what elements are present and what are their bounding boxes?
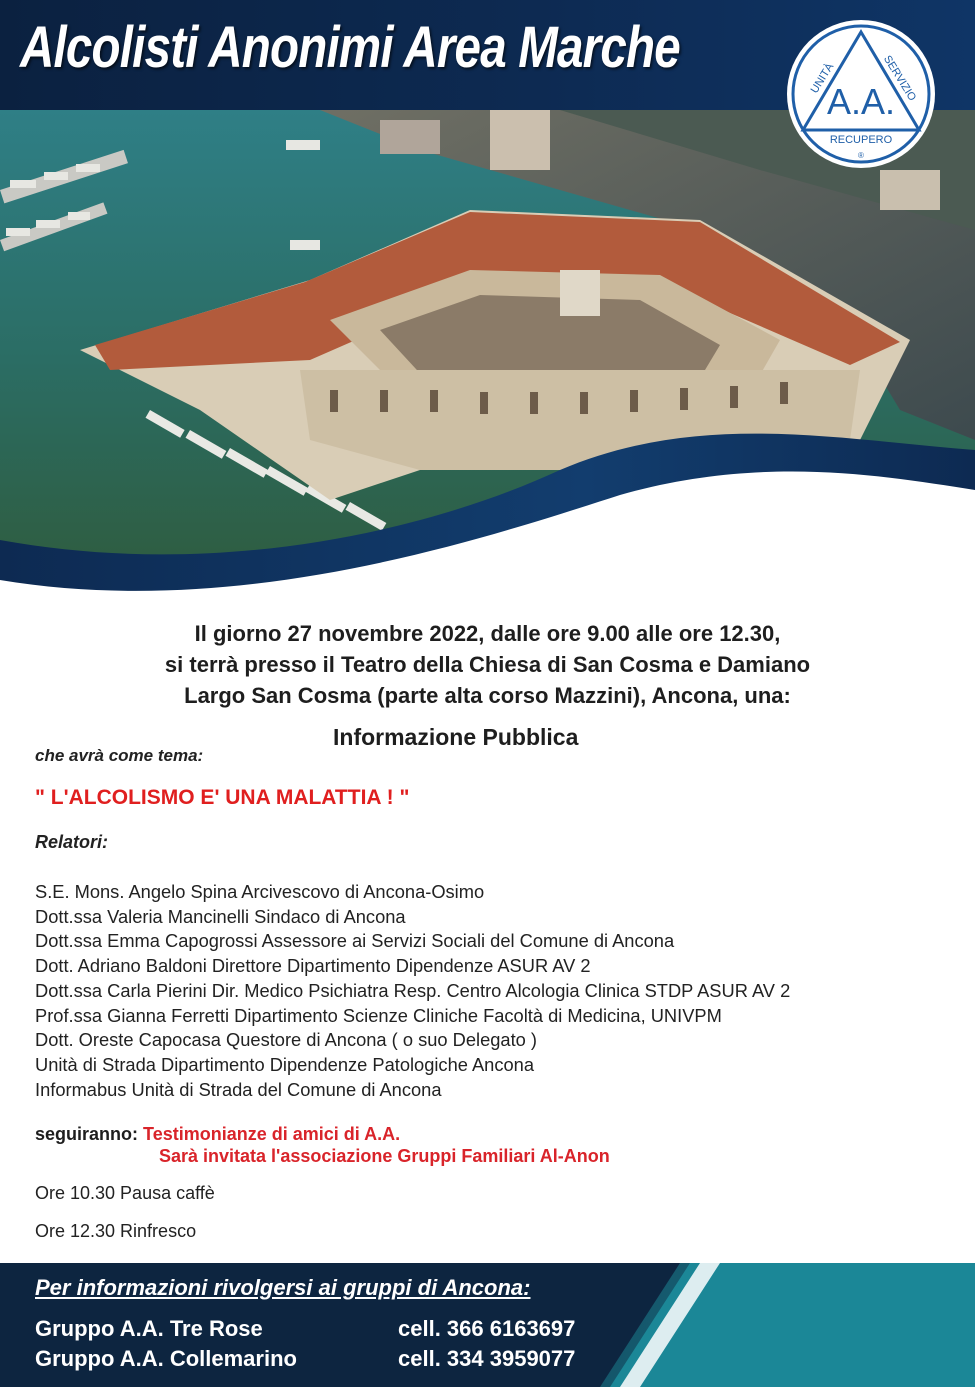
event-intro (0, 618, 975, 711)
speaker-item: Dott.ssa Carla Pierini Dir. Medico Psichiatra Resp. Centro Alcologia Clinica STDP ASUR AV 2 (35, 979, 791, 1001)
logo-text-bottom: RECUPERO (829, 134, 893, 146)
group-phone-tre-rose: cell. 366 6163697 (398, 1316, 576, 1341)
speaker-item: Dott. Adriano Baldoni Direttore Dipartimento Dipendenze ASUR AV 2 (35, 955, 591, 977)
following-label: seguiranno: (35, 1124, 139, 1144)
hero-photo (0, 110, 975, 610)
logo-text-top: UNITÀ (808, 61, 837, 96)
logo-registered-mark: ® (858, 151, 864, 160)
speakers-list (35, 880, 790, 1102)
speaker-item: Dott.ssa Valeria Mancinelli Sindaco di Ancona (35, 905, 406, 927)
schedule-refreshment: Ore 12.30 Rinfresco (35, 1221, 197, 1241)
event-type: Informazione Pubblica (333, 724, 579, 750)
logo-text-right: SERVIZIO (880, 53, 919, 104)
speaker-item: S.E. Mons. Angelo Spina Arcivescovo di Ancona-Osimo (35, 881, 485, 902)
speaker-item: Dott.ssa Emma Capogrossi Assessore ai Servizi Sociali del Comune di Ancona (35, 930, 675, 952)
following-al-anon: Sarà invitata l'associazione Gruppi Familiari Al-Anon (159, 1146, 610, 1166)
logo-letters: A.A. (826, 81, 896, 122)
intro-line-1: Il giorno 27 novembre 2022, dalle ore 9.00 alle ore 12.30, (194, 621, 781, 646)
schedule-break: Ore 10.30 Pausa caffè (35, 1183, 215, 1203)
following-section (35, 1123, 610, 1166)
group-name-tre-rose: Gruppo A.A. Tre Rose (35, 1316, 263, 1341)
intro-line-2: si terrà presso il Teatro della Chiesa di San Cosma e Damiano (164, 652, 811, 677)
theme-slogan: " L'ALCOLISMO E' UNA MALATTIA ! " (35, 786, 410, 809)
following-testimonies: Testimonianze di amici di A.A. (143, 1124, 401, 1144)
speaker-item: Dott. Oreste Capocasa Questore di Ancona ( o suo Delegato ) (35, 1029, 537, 1051)
speaker-item: Unità di Strada Dipartimento Dipendenze Patologiche Ancona (35, 1053, 534, 1075)
theme-label: che avrà come tema: (35, 746, 204, 765)
aa-logo (785, 18, 937, 170)
speaker-item: Prof.ssa Gianna Ferretti Dipartimento Scienze Cliniche Facoltà di Medicina, UNIVPM (35, 1004, 722, 1026)
speakers-heading: Relatori: (35, 832, 109, 852)
group-phone-collemarino: cell. 334 3959077 (398, 1346, 576, 1371)
page-title: Alcolisti Anonimi Area Marche (20, 15, 680, 80)
footer-info-heading: Per informazioni rivolgersi ai gruppi di Ancona: (35, 1275, 531, 1300)
intro-line-3: Largo San Cosma (parte alta corso Mazzini), Ancona, una: (184, 683, 791, 708)
speaker-item: Informabus Unità di Strada del Comune di Ancona (35, 1078, 442, 1100)
group-name-collemarino: Gruppo A.A. Collemarino (35, 1346, 297, 1371)
